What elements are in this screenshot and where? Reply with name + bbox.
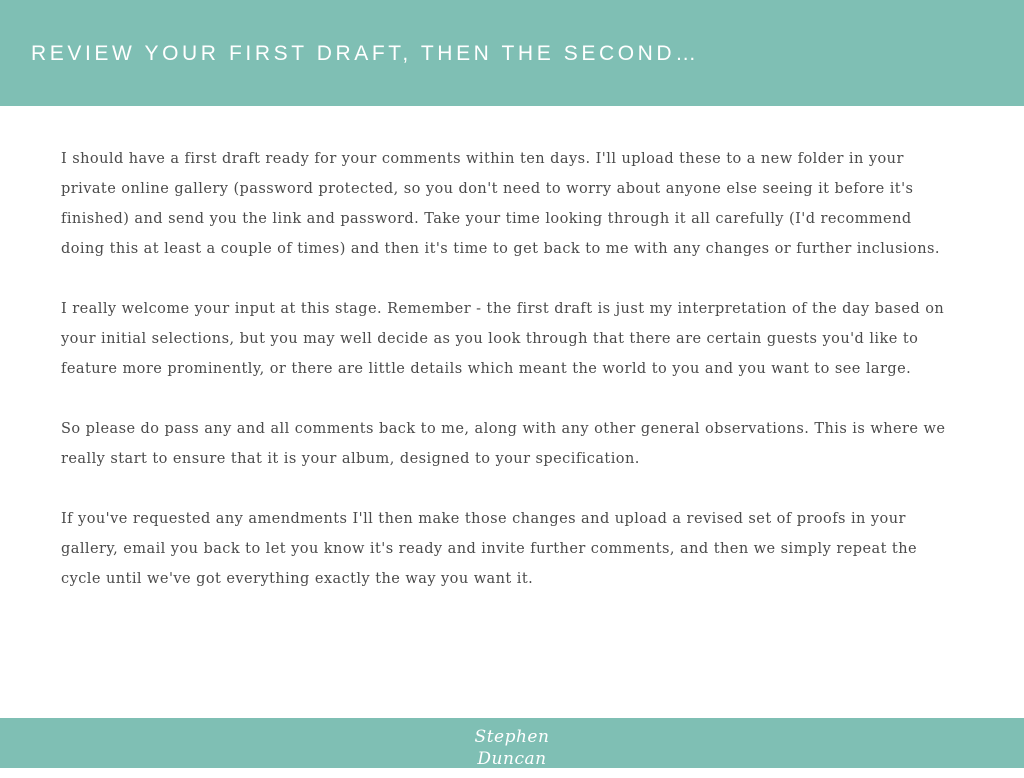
header-banner	[0, 0, 1024, 106]
paragraph: So please do pass any and all comments back to me, along with any other general observations. This is where we really start to ensure that it is your album, designed to your specification.	[61, 421, 946, 467]
paragraph: I should have a first draft ready for your comments within ten days. I'll upload these to a new folder in your private online gallery (password protected, so you don't need to worry about anyone else seeing it before it's finished) and send you the link and password. Take your time looking through it all carefully (I'd recommend doing this at least a couple of times) and then it's time to get back to me with any changes or further inclusions.	[61, 151, 940, 257]
logo-divider-left	[460, 774, 478, 775]
logo-subtitle-row	[444, 770, 580, 778]
logo-name: Stephen Duncan	[474, 727, 550, 769]
main-content	[61, 144, 951, 624]
paragraph: If you've requested any amendments I'll then make those changes and upload a revised set of proofs in your gallery, email you back to let you know it's ready and invite further comments, and then we simply repeat the cycle until we've got everything exactly the way you want it.	[61, 511, 918, 587]
logo-divider-right	[546, 774, 564, 775]
brand-logo	[444, 726, 580, 777]
footer-banner	[0, 718, 1024, 777]
logo-subtitle: PHOTOGRAPHY	[482, 771, 542, 777]
paragraph: I really welcome your input at this stage. Remember - the first draft is just my interpretation of the day based on your initial selections, but you may well decide as you look through that there are certain guests you'd like to feature more prominently, or there are little details which meant the world to you and you want to see large.	[61, 301, 945, 377]
page-title: REVIEW YOUR FIRST DRAFT, THEN THE SECOND…	[31, 42, 700, 65]
